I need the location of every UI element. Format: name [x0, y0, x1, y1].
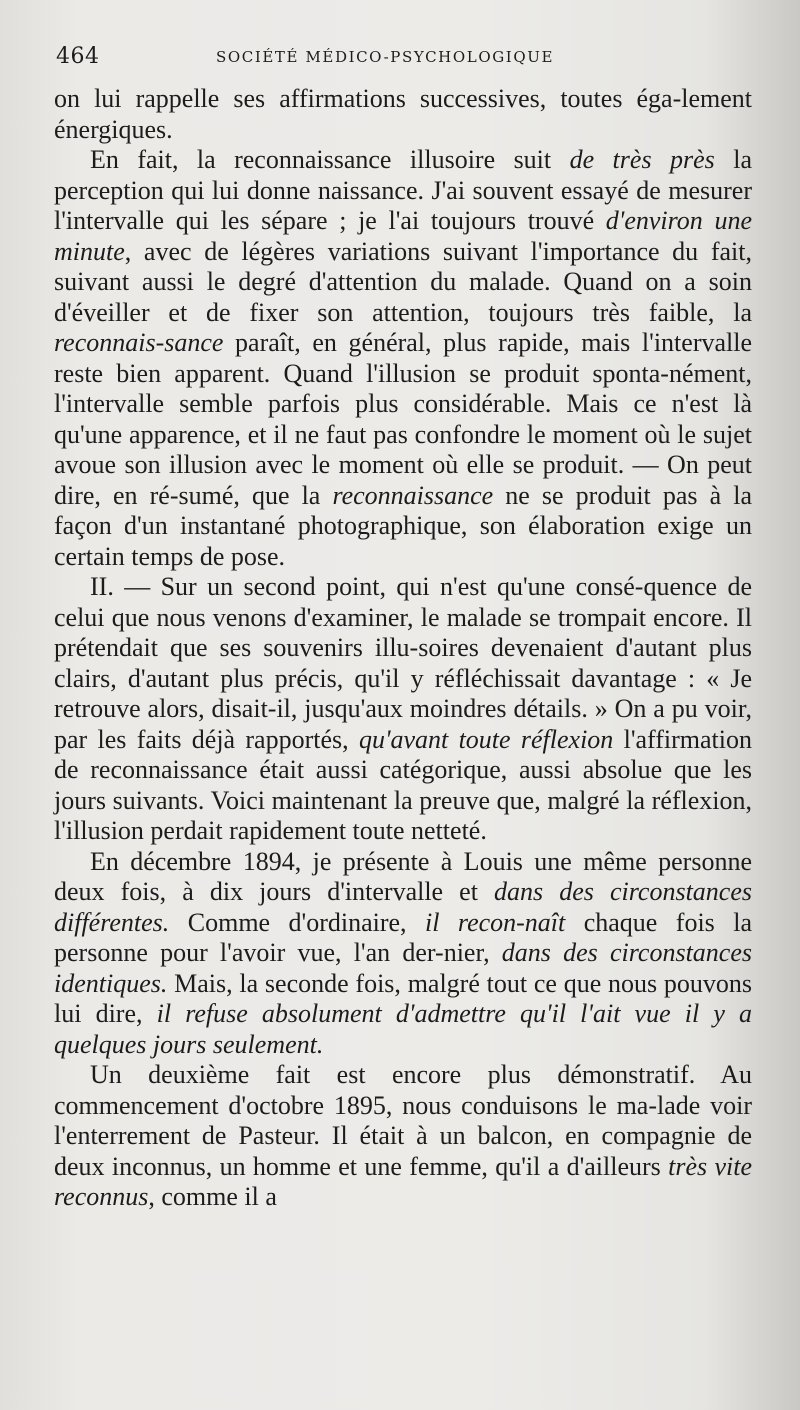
- italic-text-run: reconnais-sance: [54, 328, 224, 357]
- italic-text-run: d'environ une minute: [54, 206, 752, 266]
- text-run: la perception qui lui donne naissance. J'ai souvent essayé de mesurer l'intervalle qui les sépare ; je l'ai toujours trouvé: [54, 145, 752, 235]
- text-run: Mais, la seconde fois, malgré tout ce que nous pouvons lui dire,: [54, 968, 752, 1028]
- text-run: En décembre 1894, je présente à Louis une même personne deux fois, à dix jours d'intervalle et: [54, 846, 752, 906]
- text-run: Comme d'ordinaire,: [169, 907, 426, 937]
- paragraph: [54, 145, 752, 572]
- text-run: l'affirmation de reconnaissance était aussi catégorique, aussi absolue que les jours suivants. Voici maintenant la preuve que, malgré la réflexion, l'illusion perdait rapidement toute netteté.: [54, 724, 752, 845]
- text-run: II. — Sur un second point, qui n'est qu'une consé-quence de celui que nous venons d'examiner, le malade se trompait encore. Il prétendait que ses souvenirs illu-soires devenaient d'autant plus clairs, d'autant plus précis, qu'il y réfléchissait davantage : « Je retrouve alors, disait-il, jusqu'aux moindres détails. » On a pu voir, par les faits déjà rapportés,: [54, 572, 752, 754]
- text-run: En fait, la reconnaissance illusoire suit: [90, 145, 570, 174]
- italic-text-run: dans des circonstances différentes.: [54, 877, 752, 937]
- paragraph: [54, 1060, 752, 1213]
- italic-text-run: il recon-naît: [425, 907, 566, 937]
- text-run: , comme il a: [148, 1182, 277, 1211]
- page-number: 464: [56, 44, 100, 69]
- italic-text-run: très vite reconnus: [54, 1151, 752, 1211]
- body-text: [54, 84, 752, 1213]
- page-header: [56, 44, 750, 74]
- italic-text-run: dans des circonstances identiques.: [54, 938, 752, 998]
- text-run: on lui rappelle ses affirmations successives, toutes éga-lement énergiques.: [54, 84, 752, 144]
- italic-text-run: reconnaissance: [332, 480, 494, 510]
- italic-text-run: de très près: [569, 145, 715, 174]
- text-run: , avec de légères variations suivant l'importance du fait, suivant aussi le degré d'attention du malade. Quand on a soin d'éveiller et de fixer son attention, toujours très faible, la: [54, 236, 752, 327]
- text-run: paraît, en général, plus rapide, mais l'intervalle reste bien apparent. Quand l'illusion se produit sponta-nément, l'intervalle semble parfois plus considérable. Mais ce n'est là qu'une apparence, et il ne faut pas confondre le moment où le sujet avoue son illusion avec le moment où elle se produit. — On peut dire, en ré-sumé, que la: [54, 328, 752, 510]
- running-head: SOCIÉTÉ MÉDICO-PSYCHOLOGIQUE: [216, 48, 555, 66]
- text-run: chaque fois la personne pour l'avoir vue, l'an der-nier,: [54, 907, 753, 967]
- text-run: ne se produit pas à la façon d'un instantané photographique, son élaboration exige un certain temps de pose.: [54, 480, 752, 571]
- italic-text-run: qu'avant toute réflexion: [358, 724, 614, 754]
- paragraph: [54, 84, 752, 145]
- paragraph: [54, 847, 752, 1061]
- text-run: Un deuxième fait est encore plus démonstratif. Au commencement d'octobre 1895, nous conduisons le ma-lade voir l'enterrement de Pasteur. Il était à un balcon, en compagnie de deux inconnus, un homme et une femme, qu'il a d'ailleurs: [54, 1060, 752, 1181]
- paragraph: [54, 572, 752, 847]
- italic-text-run: il refuse absolument d'admettre qu'il l'ait vue il y a quelques jours seulement.: [54, 999, 752, 1059]
